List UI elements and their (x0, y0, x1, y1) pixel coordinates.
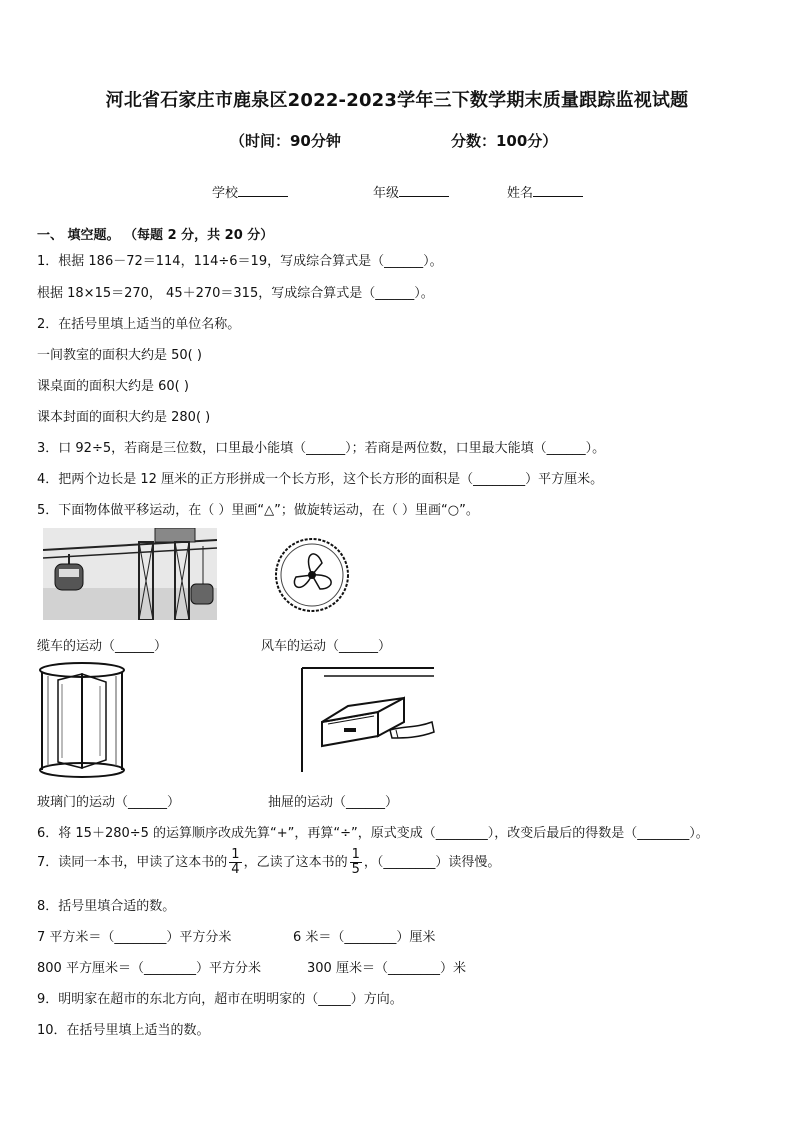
grade-field[interactable] (373, 182, 449, 201)
name-blank[interactable] (533, 184, 583, 197)
question-2c: 课本封面的面积大约是 280( ) (37, 410, 211, 425)
exam-time: （时间：90分钟 (230, 132, 341, 150)
exam-score: 分数：100分） (451, 132, 558, 150)
cable-car-image (43, 528, 217, 620)
exam-title: 河北省石家庄市鹿泉区2022-2023学年三下数学期末质量跟踪监视试题 (105, 90, 689, 111)
question-2b: 课桌面的面积大约是 60( ) (37, 379, 189, 394)
question-2: 2．在括号里填上适当的单位名称。 (37, 317, 241, 332)
drawer-image (300, 666, 440, 774)
question-6: 6．将 15＋280÷5 的运算顺序改成先算“+”，再算“÷”，原式变成（________），改变后最后的得数是（________）。 (37, 826, 709, 841)
fraction-2-numerator: 1 (351, 847, 360, 862)
question-1a: 1．根据 186－72＝114，114÷6＝19，写成综合算式是（______）。 (37, 254, 443, 269)
fraction-1-denominator: 4 (231, 862, 240, 877)
question-8d: 300 厘米＝（________）米 (307, 961, 466, 976)
section-heading: 一、 填空题。 （每题 2 分，共 20 分） (37, 228, 274, 243)
question-8a: 7 平方米＝（________）平方分米 (37, 930, 232, 945)
fraction-one-fifth (350, 848, 362, 877)
question-7 (37, 848, 500, 877)
revolving-door-image (36, 660, 128, 780)
school-label: 学校 (212, 186, 239, 201)
caption-cable-car: 缆车的运动（______） (37, 639, 168, 654)
school-blank[interactable] (238, 184, 288, 197)
question-8b: 6 米＝（________）厘米 (293, 930, 436, 945)
question-4: 4．把两个边长是 12 厘米的正方形拼成一个长方形，这个长方形的面积是（________）平方厘米。 (37, 472, 604, 487)
name-label: 姓名 (507, 186, 534, 201)
question-8: 8．括号里填合适的数。 (37, 899, 176, 914)
fan-image (272, 533, 352, 617)
question-5: 5．下面物体做平移运动，在（ ）里画“△”；做旋转运动，在（ ）里画“○”。 (37, 503, 479, 518)
fraction-one-quarter (229, 848, 241, 877)
caption-drawer: 抽屉的运动（______） (268, 795, 399, 810)
fraction-1-numerator: 1 (231, 847, 240, 862)
fraction-2-denominator: 5 (351, 862, 360, 877)
question-3: 3．口 92÷5，若商是三位数，口里最小能填（______）；若商是两位数，口里最大能填（______）。 (37, 441, 606, 456)
question-2a: 一间教室的面积大约是 50( ) (37, 348, 202, 363)
grade-label: 年级 (373, 186, 400, 201)
question-7-text-a: 7．读同一本书，甲读了这本书的 (37, 855, 228, 870)
question-7-text-b: ，乙读了这本书的 (243, 855, 348, 870)
caption-fan: 风车的运动（______） (261, 639, 392, 654)
school-field[interactable] (212, 182, 288, 201)
question-7-text-c: ，（________）读得慢。 (363, 855, 501, 870)
grade-blank[interactable] (399, 184, 449, 197)
question-10: 10．在括号里填上适当的数。 (37, 1023, 210, 1038)
question-9: 9．明明家在超市的东北方向，超市在明明家的（_____）方向。 (37, 992, 403, 1007)
question-1b: 根据 18×15＝270， 45＋270＝315，写成综合算式是（______）。 (37, 286, 434, 301)
name-field[interactable] (507, 182, 583, 201)
caption-glass-door: 玻璃门的运动（______） (37, 795, 181, 810)
question-8c: 800 平方厘米＝（________）平方分米 (37, 961, 261, 976)
